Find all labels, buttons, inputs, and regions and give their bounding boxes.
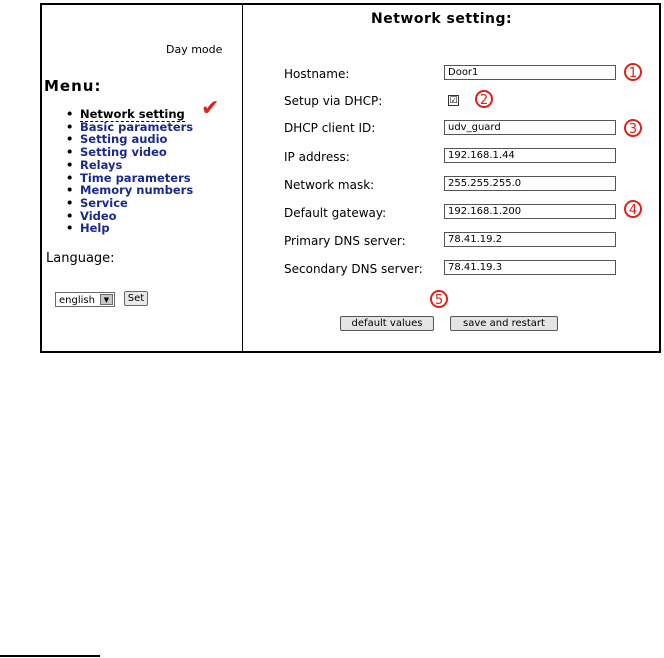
menu-item-video[interactable]: • Video <box>66 208 117 223</box>
menu-item-relays[interactable]: • Relays <box>66 157 123 172</box>
client-id-field[interactable]: udv_guard <box>444 120 616 135</box>
footnote-rule <box>0 655 100 657</box>
set-button[interactable]: Set <box>124 291 148 306</box>
default-gateway-field[interactable]: 192.168.1.200 <box>444 204 616 219</box>
language-select[interactable] <box>55 292 115 307</box>
annotation-4: 4 <box>624 200 642 218</box>
hostname-field[interactable]: Door1 <box>444 65 616 80</box>
dhcp-label: Setup via DHCP: <box>284 94 383 108</box>
menu-item-network-setting[interactable]: • Network setting <box>66 107 185 121</box>
primary-dns-field[interactable]: 78.41.19.2 <box>444 232 616 247</box>
bullet-icon: • <box>66 195 74 210</box>
annotation-3: 3 <box>624 119 642 137</box>
menu-title: Menu: <box>44 77 102 95</box>
ip-address-field[interactable]: 192.168.1.44 <box>444 148 616 163</box>
bullet-icon: • <box>66 170 74 185</box>
annotation-1: 1 <box>624 63 642 81</box>
dhcp-checkbox[interactable]: ☑ <box>449 96 458 106</box>
checkmark-icon: ✔ <box>201 96 220 121</box>
bullet-icon: • <box>66 208 74 223</box>
menu-item-basic-parameters[interactable]: • Basic parameters <box>66 119 194 134</box>
secondary-dns-label: Secondary DNS server: <box>284 262 423 276</box>
bullet-icon: • <box>66 157 74 172</box>
hostname-label: Hostname: <box>284 67 350 81</box>
network-mask-field[interactable]: 255.255.255.0 <box>444 176 616 191</box>
day-mode-label: Day mode <box>166 43 223 56</box>
annotation-2: 2 <box>475 90 493 108</box>
default-values-button[interactable]: default values <box>340 316 434 331</box>
language-select-value: english <box>59 295 95 306</box>
client-id-label: DHCP client ID: <box>284 121 376 135</box>
bullet-icon: • <box>66 145 74 160</box>
network-mask-label: Network mask: <box>284 178 375 192</box>
bullet-icon: • <box>66 119 74 134</box>
ip-address-label: IP address: <box>284 150 350 164</box>
app-window <box>40 3 661 353</box>
annotation-5: 5 <box>430 290 448 308</box>
default-gateway-label: Default gateway: <box>284 206 387 220</box>
menu-list <box>64 108 193 235</box>
save-and-restart-button[interactable]: save and restart <box>450 316 558 331</box>
language-label: Language: <box>46 251 115 266</box>
bullet-icon: • <box>66 221 74 236</box>
primary-dns-label: Primary DNS server: <box>284 234 406 248</box>
menu-item-setting-audio[interactable]: • Setting audio <box>66 132 168 147</box>
panel-divider <box>242 5 243 351</box>
bullet-icon: • <box>66 132 74 147</box>
secondary-dns-field[interactable]: 78.41.19.3 <box>444 260 616 275</box>
menu-item-setting-video[interactable]: • Setting video <box>66 145 167 160</box>
menu-item-time-parameters[interactable]: • Time parameters <box>66 170 191 185</box>
menu-item-memory-numbers[interactable]: • Memory numbers <box>66 183 194 198</box>
bullet-icon: • <box>66 107 74 121</box>
chevron-down-icon[interactable]: ▼ <box>100 294 113 305</box>
bullet-icon: • <box>66 183 74 198</box>
menu-item-help[interactable]: • Help <box>66 221 110 236</box>
page-title: Network setting: <box>371 11 513 27</box>
menu-item-service[interactable]: • Service <box>66 195 128 210</box>
